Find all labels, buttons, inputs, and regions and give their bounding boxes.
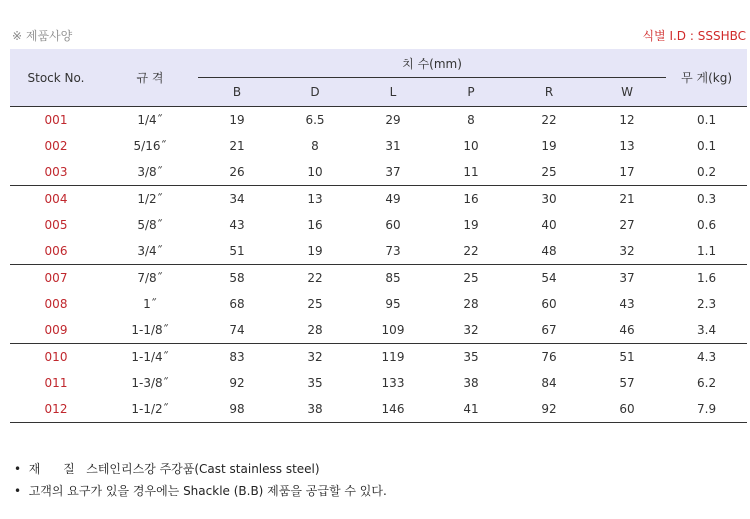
table-cell: 54 <box>541 271 557 285</box>
table-cell: 51 <box>198 238 276 265</box>
table-cell: 146 <box>354 396 432 423</box>
stock-number: 010 <box>44 350 68 364</box>
table-cell: 22 <box>307 271 323 285</box>
dimension-header: 치 수(mm) <box>198 49 666 78</box>
table-cell: 60 <box>385 218 401 232</box>
table-cell: 1-3/8˝ <box>131 376 169 390</box>
table-row <box>10 186 747 213</box>
table-cell: 68 <box>229 297 245 311</box>
table-cell: 43 <box>229 218 245 232</box>
table-cell: 1˝ <box>143 297 157 311</box>
stock-number: 012 <box>10 396 102 423</box>
table-cell: 11 <box>432 159 510 186</box>
dim-col-header: R <box>510 78 588 107</box>
table-cell: 46 <box>588 317 666 344</box>
table-cell: 3/8˝ <box>102 159 198 186</box>
table-cell: 67 <box>510 317 588 344</box>
table-cell: 21 <box>619 192 635 206</box>
weight-cell: 0.2 <box>666 159 747 186</box>
table-cell: 12 <box>619 113 635 127</box>
table-cell: 25 <box>463 271 479 285</box>
stock-number: 011 <box>44 376 68 390</box>
table-row <box>10 370 747 396</box>
dim-col-header: D <box>276 78 354 107</box>
stock-number: 009 <box>10 317 102 344</box>
weight-cell: 0.3 <box>697 192 717 206</box>
note-supply: • 고객의 요구가 있을 경우에는 Shackle (B.B) 제품을 공급할 수 있다. <box>14 484 387 498</box>
dim-col-header: W <box>588 78 666 107</box>
table-row <box>10 107 747 134</box>
weight-cell: 7.9 <box>666 396 747 423</box>
section-title: ※ 제품사양 <box>12 29 73 43</box>
table-cell: 26 <box>198 159 276 186</box>
table-cell: 21 <box>229 139 245 153</box>
table-cell: 22 <box>541 113 557 127</box>
table-cell: 133 <box>381 376 405 390</box>
table-cell: 76 <box>541 350 557 364</box>
stock-number: 007 <box>44 271 68 285</box>
table-cell: 1-1/4˝ <box>131 350 169 364</box>
table-row <box>10 159 747 186</box>
table-cell: 7/8˝ <box>137 271 163 285</box>
table-cell: 16 <box>463 192 479 206</box>
stock-header: Stock No. <box>10 49 102 107</box>
table-cell: 8 <box>467 113 475 127</box>
table-cell: 1/2˝ <box>137 192 163 206</box>
table-cell: 28 <box>463 297 479 311</box>
table-cell: 60 <box>541 297 557 311</box>
table-cell: 40 <box>541 218 557 232</box>
table-cell: 95 <box>385 297 401 311</box>
table-cell: 32 <box>588 238 666 265</box>
table-cell: 19 <box>463 218 479 232</box>
table-cell: 10 <box>463 139 479 153</box>
size-header: 규 격 <box>102 49 198 107</box>
table-cell: 13 <box>307 192 323 206</box>
table-cell: 43 <box>619 297 635 311</box>
notes <box>14 458 387 502</box>
table-cell: 73 <box>354 238 432 265</box>
stock-number: 004 <box>44 192 68 206</box>
weight-header: 무 게(kg) <box>666 49 747 107</box>
note-material: • 재 질 스테인리스강 주강품(Cast stainless steel) <box>14 462 320 476</box>
table-cell: 27 <box>619 218 635 232</box>
table-cell: 119 <box>381 350 405 364</box>
table-cell: 41 <box>432 396 510 423</box>
table-cell: 85 <box>385 271 401 285</box>
table-cell: 10 <box>276 159 354 186</box>
table-cell: 49 <box>385 192 401 206</box>
table-row <box>10 317 747 344</box>
stock-number: 005 <box>44 218 68 232</box>
table-row <box>10 396 747 423</box>
table-cell: 30 <box>541 192 557 206</box>
table-row <box>10 212 747 238</box>
stock-number: 001 <box>44 113 68 127</box>
spec-table <box>10 49 747 423</box>
table-cell: 38 <box>276 396 354 423</box>
table-cell: 13 <box>619 139 635 153</box>
table-cell: 5/16˝ <box>133 139 167 153</box>
table-cell: 74 <box>198 317 276 344</box>
table-cell: 17 <box>588 159 666 186</box>
table-cell: 22 <box>432 238 510 265</box>
table-cell: 109 <box>354 317 432 344</box>
weight-cell: 6.2 <box>697 376 717 390</box>
table-cell: 19 <box>541 139 557 153</box>
weight-cell: 4.3 <box>697 350 717 364</box>
table-cell: 92 <box>510 396 588 423</box>
table-cell: 48 <box>510 238 588 265</box>
table-cell: 84 <box>541 376 557 390</box>
table-cell: 3/4˝ <box>102 238 198 265</box>
table-cell: 5/8˝ <box>137 218 163 232</box>
table-cell: 34 <box>229 192 245 206</box>
table-cell: 19 <box>276 238 354 265</box>
table-row <box>10 344 747 371</box>
stock-number: 008 <box>44 297 68 311</box>
table-row <box>10 133 747 159</box>
weight-cell: 3.4 <box>666 317 747 344</box>
table-cell: 60 <box>588 396 666 423</box>
table-cell: 29 <box>385 113 401 127</box>
table-row <box>10 265 747 292</box>
stock-number: 003 <box>10 159 102 186</box>
table-cell: 58 <box>229 271 245 285</box>
table-row <box>10 291 747 317</box>
table-cell: 6.5 <box>305 113 325 127</box>
weight-cell: 1.6 <box>697 271 717 285</box>
table-cell: 16 <box>307 218 323 232</box>
stock-number: 006 <box>10 238 102 265</box>
weight-cell: 1.1 <box>666 238 747 265</box>
table-cell: 35 <box>307 376 323 390</box>
table-cell: 1-1/2˝ <box>102 396 198 423</box>
weight-cell: 0.6 <box>697 218 717 232</box>
stock-number: 002 <box>44 139 68 153</box>
dim-col-header: L <box>354 78 432 107</box>
table-cell: 38 <box>463 376 479 390</box>
table-cell: 98 <box>198 396 276 423</box>
table-cell: 25 <box>510 159 588 186</box>
weight-cell: 2.3 <box>697 297 717 311</box>
table-cell: 35 <box>463 350 479 364</box>
table-cell: 1-1/8˝ <box>102 317 198 344</box>
table-cell: 92 <box>229 376 245 390</box>
table-cell: 25 <box>307 297 323 311</box>
table-cell: 83 <box>229 350 245 364</box>
weight-cell: 0.1 <box>697 139 717 153</box>
table-cell: 19 <box>229 113 245 127</box>
weight-cell: 0.1 <box>697 113 717 127</box>
table-cell: 51 <box>619 350 635 364</box>
table-cell: 31 <box>385 139 401 153</box>
table-cell: 8 <box>311 139 319 153</box>
table-cell: 37 <box>619 271 635 285</box>
table-cell: 37 <box>354 159 432 186</box>
table-cell: 32 <box>307 350 323 364</box>
dim-col-header: B <box>198 78 276 107</box>
table-cell: 57 <box>619 376 635 390</box>
table-row <box>10 238 747 265</box>
table-cell: 1/4˝ <box>137 113 163 127</box>
table-cell: 28 <box>276 317 354 344</box>
product-id-label: 식별 I.D : SSSHBC <box>642 29 746 43</box>
table-cell: 32 <box>432 317 510 344</box>
dim-col-header: P <box>432 78 510 107</box>
